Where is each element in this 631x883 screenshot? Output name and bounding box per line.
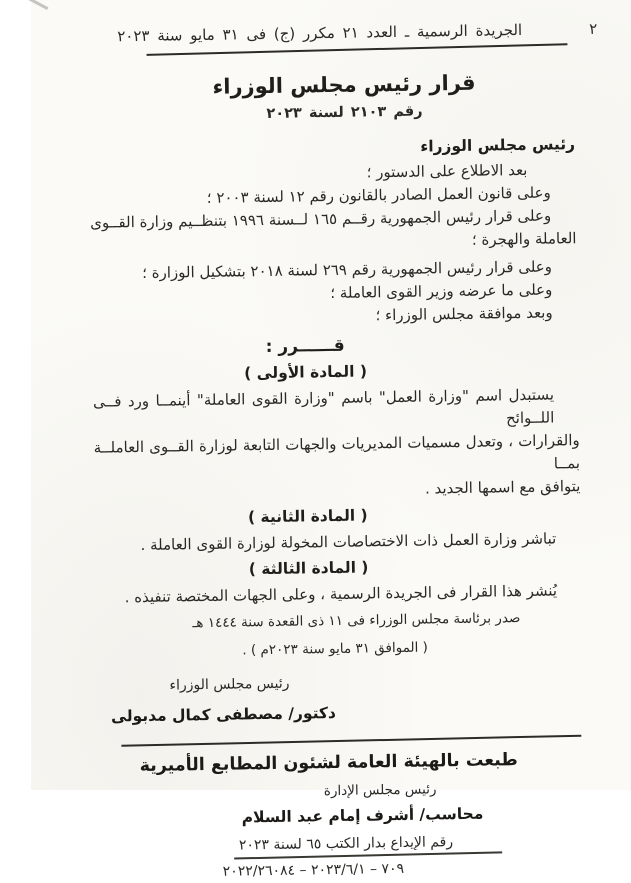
article-1-line: يستبدل اسم "وزارة العمل" باسم "وزارة القوى العاملة" أينمــا ورد فــى اللــوائح <box>92 385 555 428</box>
issuer-heading: رئيس مجلس الوزراء <box>420 135 576 156</box>
gregorian-date-line: ( الموافق ٣١ مايو سنة ٢٠٢٣م ) . <box>242 639 429 659</box>
footer-divider <box>121 735 581 747</box>
decree-title-block <box>44 68 631 125</box>
article-1-line: والقرارات ، وتعدل مسميات المديريات والجهات التابعة لوزارة القــوى العاملــة بمــا <box>93 431 581 473</box>
gazette-page <box>31 0 631 880</box>
header-row <box>80 20 597 46</box>
decree-body <box>89 133 584 729</box>
page-header <box>25 0 626 56</box>
article-3-line: يُنشر هذا القرار فى الجريدة الرسمية ، وعلى الجهات المختصة تنفيذه . <box>124 581 558 607</box>
hijri-date-line: صدر برئاسة مجلس الوزراء فى ١١ ذى القعدة سنة ١٤٤٤ هـ <box>192 610 521 632</box>
decree-number: رقم ٢١٠٣ لسنة ٢٠٢٣ <box>266 103 423 122</box>
decree-title: قرار رئيس مجلس الوزراء <box>212 70 476 99</box>
chairman-title: رئيس مجلس الإدارة <box>323 781 437 800</box>
preamble-line: وعلى قرار رئيس الجمهورية رقم ٢٦٩ لسنة ٢٠١٨ بتشكيل الوزارة ؛ <box>141 257 553 282</box>
page-footer <box>37 748 631 882</box>
article-1-heading: ( المادة الأولى ) <box>244 362 368 383</box>
preamble-line: وعلى قانون العمل الصادر بالقانون رقم ١٢ لسنة ٢٠٠٣ ؛ <box>206 183 551 207</box>
printing-house-line: طبعت بالهيئة العامة لشئون المطابع الأميرية <box>139 750 518 777</box>
deposit-number-line: رقم الإيداع بدار الكتب ٦٥ لسنة ٢٠٢٣ <box>238 834 454 854</box>
article-2-line: تباشر وزارة العمل ذات الاختصاصات المخولة لوزارة القوى العاملة . <box>140 529 557 555</box>
decided-heading: قــــــرر : <box>265 335 345 358</box>
article-3-heading: ( المادة الثالثة ) <box>248 558 369 579</box>
chairman-name: محاسب/ أشرف إمام عبد السلام <box>241 804 484 827</box>
preamble-line: العاملة والهجرة ؛ <box>471 229 577 249</box>
preamble-line: وعلى ما عرضه وزير القوى العاملة ؛ <box>330 280 553 302</box>
reference-numbers-line: ٧٠٩ – ٢٠٢٣/٦/١ – ٢٠٢٢/٢٦٠٨٤ <box>222 860 405 880</box>
gazette-issue-line: الجريدة الرسمية ـ العدد ٢١ مكرر (ج) فى ٣١ مايو سنة ٢٠٢٣ <box>117 20 523 46</box>
article-1-line: يتوافق مع اسمها الجديد . <box>424 477 581 498</box>
scanned-content <box>25 0 631 882</box>
preamble-line: وبعد موافقة مجلس الوزراء ؛ <box>375 303 553 325</box>
page-number: ٢ <box>588 19 598 38</box>
preamble-line: وعلى قرار رئيس الجمهورية رقــم ١٦٥ لــسنة ١٩٩٦ بتنظــيم وزارة القــوى <box>90 206 552 232</box>
signature-block <box>110 672 337 728</box>
article-2-heading: ( المادة الثانية ) <box>247 506 368 527</box>
header-divider <box>147 43 568 56</box>
signatory-title: رئيس مجلس الوزراء <box>169 675 290 694</box>
preamble-line: بعد الاطلاع على الدستور ؛ <box>366 160 528 182</box>
signatory-name: دكتور/ مصطفى كمال مدبولى <box>110 703 337 726</box>
